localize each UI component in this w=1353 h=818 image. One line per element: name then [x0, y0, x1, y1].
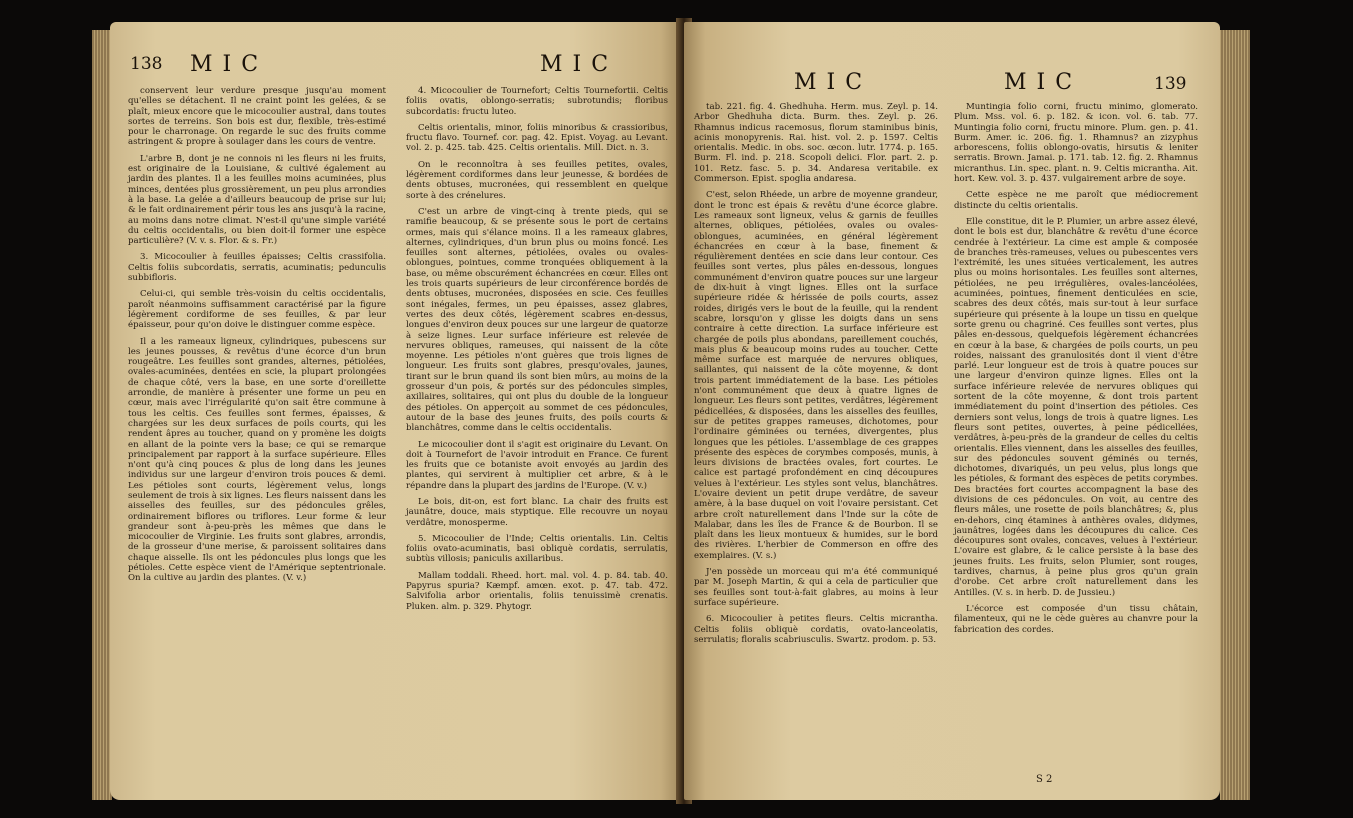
paragraph: C'est un arbre de vingt-cinq à trente pieds, qui se ramifie beaucoup, & se présente sous le port de certains ormes, mais qui s'élance moins. Il a les rameaux glabres, alternes, cylindriques, d'un brun plus ou moins foncé. Les feuilles sont alternes, pétiolées, ovales ou ovales-oblongues, pointues, comme tronquées obliquement à la base, ou même obscurément échancrées en cœur. Elles ont les trois quarts supérieurs de leur circonférence bordés de dents obtuses, mucronées, disposées en scie. Ces feuilles sont inégales, fermes, un peu épaisses, assez glabres, vertes des deux côtés, légèrement scabres en-dessus, longues d'environ deux pouces sur une largeur de quatorze à seize lignes. Leur surface inférieure est relevée de nervures obliques, rameuses, qui naissent de la côte moyenne. Les pétioles n'ont guères que trois lignes de longueur. Les fruits sont glabres, presqu'ovales, jaunes, tirant sur le brun quand ils sont bien mûrs, au moins de la grosseur d'un pois, & portés sur des pédoncules simples, axillaires, solitaires, qui ont plus du double de la longueur des pétioles. On apperçoit au sommet de ces pédoncules, autour de la base des jeunes fruits, des poils courts & blanchâtres, comme dans le celtis occidentalis.: [406, 206, 668, 434]
paragraph: Cette espèce ne me paroît que médiocrement distincte du celtis orientalis.: [954, 190, 1198, 211]
running-head-left-2: MIC: [540, 52, 619, 77]
right-page: [684, 22, 1220, 800]
paragraph: Elle constitue, dit le P. Plumier, un arbre assez élevé, dont le bois est dur, blanchâtre & revêtu d'une écorce cendrée à l'extérieur. La cime est ample & composée de branches très-rameuses, velues ou pubescentes vers l'extrémité, les unes situées verticalement, les autres plus ou moins horisontales. Les feuilles sont alternes, pétiolées, ne peu irrégulières, ovales-lancéolées, acuminées, pointues, finement denticulées en scie, scabres des deux côtés, mais sur-tout à leur surface supérieure qui présente à la loupe un tissu en quelque sorte grenu ou chagriné. Ces feuilles sont vertes, plus pâles en-dessous, quelquefois légèrement échancrées en cœur à la base, & chargées de poils courts, un peu roides, naissant des granulosités dont il vient d'être parlé. Leur longueur est de trois à quatre pouces sur une largeur d'environ quinze lignes. Elles ont la surface inférieure relevée de nervures obliques qui sortent de la côte moyenne, & dont trois partent immédiatement du point d'insertion des pétioles. Ces derniers sont velus, longs de trois à quatre lignes. Les fleurs sont petites, ouvertes, à peine pédicellées, verdâtres, à-peu-près de la grandeur de celles du celtis orientalis. Elles viennent, dans les aisselles des feuilles, sur des pédoncules souvent géminés ou ternés, dichotomes, divariqués, un peu velus, plus longs que les pétioles, & formant des espèces de petits corymbes. Des bractées fort courtes accompagnent la base des divisions de ces pédoncules. On voit, au centre des fleurs mâles, une rosette de poils blanchâtres; &, plus en-dehors, cinq étamines à anthères ovales, didymes, jaunâtres, logées dans les découpures du calice. Ces découpures sont ovales, concaves, velues à l'extérieur. L'ovaire est glabre, & le calice persiste à la base des jeunes fruits. Les fruits, selon Plumier, sont rouges, tardives, charnus, à peine plus gros qu'un grain d'orobe. Cet arbre croît naturellement dans les Antilles. (V. s. in herb. D. de Jussieu.): [954, 216, 1198, 598]
paragraph: On le reconnoîtra à ses feuilles petites, ovales, légèrement cordiformes dans leur jeunesse, & bordées de dents obtuses, mucronées, qui ressemblent en quelque sorte à des crénelures.: [406, 159, 668, 201]
running-head-right-1: MIC: [794, 70, 873, 95]
paragraph: L'arbre B, dont je ne connois ni les fleurs ni les fruits, est originaire de la Louisiane, & cultivé également au jardin des plantes. Il a les feuilles moins acuminées, plus minces, dentées plus grossièrement, un peu plus arrondies à la base. La gelée a d'ailleurs beaucoup de prise sur lui; & le fait ordinairement périr tous les ans jusqu'à la racine, au moins dans notre climat. N'est-il qu'une simple variété du celtis occidentalis, ou bien doit-il former une espèce particulière? (V. v. s. Flor. & s. Fr.): [128, 153, 386, 247]
right-page-column-1: [694, 102, 938, 651]
left-page-column-2: [406, 86, 668, 618]
paragraph: Il a les rameaux ligneux, cylindriques, pubescens sur les jeunes pousses, & revêtus d'une écorce d'un brun rougeâtre. Les feuilles sont grandes, alternes, pétiolées, ovales-acuminées, dentées en scie, la plupart prolongées de chaque côté, vers la base, en une sorte d'oreillette arrondie, de manière à présenter une forme un peu en cœur, mais avec l'irrégularité qu'on sait être commune à tous les celtis. Ces feuilles sont fermes, épaisses, & chargées sur les deux surfaces de poils courts, qui les rendent âpres au toucher, quand on y promène les doigts en allant de la pointe vers la base; ce qui se remarque principalement par rapport à la surface supérieure. Elles n'ont qu'à cinq pouces & plus de long dans les jeunes individus sur une largeur d'environ trois pouces & demi. Les pétioles sont courts, légèrement velus, longs seulement de trois à six lignes. Les fleurs naissent dans les aisselles des feuilles, sur des pédoncules grêles, ordinairement biflores ou triflores. Leur forme & leur grandeur sont à-peu-près les mêmes que dans le micocoulier de Virginie. Les fruits sont glabres, arrondis, de la grosseur d'une merise, & paroissent solitaires dans chaque aisselle. Ils ont les pédoncules plus longs que les pétioles. Cette espèce vient de l'Amérique septentrionale. On la cultive au jardin des plantes. (V. v.): [128, 336, 386, 584]
right-page-column-2: [954, 102, 1198, 641]
paragraph: L'écorce est composée d'un tissu châtain, filamenteux, qui ne le cède guères au chanvre pour la fabrication des cordes.: [954, 603, 1198, 635]
paragraph: Muntingia folio corni, fructu minimo, glomerato. Plum. Mss. vol. 6. p. 182. & icon. vol. 6. tab. 77. Muntingia folio corni, fructu minore. Plum. gen. p. 41. Burm. Amer. ic. 206. fig. 1. Rhamnus? an zizyphus arborescens, foliis oblongo-ovatis, hirsutis & leniter serratis. Brown. Jamai. p. 171. tab. 12. fig. 2. Rhamnus micranthus. Lin. spec. plant. n. 9. Celtis micrantha. Ait. hort. Kew. vol. 3. p. 437. vulgairement arbre de soye.: [954, 102, 1198, 185]
paragraph: 3. Micocoulier à feuilles épaisses; Celtis crassifolia. Celtis foliis subcordatis, serratis, acuminatis; pedunculis subbifloris.: [128, 252, 386, 284]
paragraph: tab. 221. fig. 4. Ghedhuha. Herm. mus. Zeyl. p. 14. Arbor Ghedhuha dicta. Burm. thes. Zeyl. p. 26. Rhamnus indicus racemosus, florum staminibus binis, acinis monopyrenis. Rai. hist. vol. 2. p. 1597. Celtis orientalis. Medic. in obs. soc. œcon. lutr. 1774. p. 165. Burm. Fl. ind. p. 218. Scopoli delici. Flor. part. 2. p. 101. Retz. fasc. 5. p. 34. Andaresa veritabile. ex Commerson. Epist. spoglia andaresa.: [694, 102, 938, 185]
paragraph: Le micocoulier dont il s'agit est originaire du Levant. On doit à Tournefort de l'avoir introduit en France. Ce furent les fruits que ce botaniste avoit envoyés au jardin des plantes, qui servirent à multiplier cet arbre, & à le répandre dans la plupart des jardins de l'Europe. (V. v.): [406, 439, 668, 491]
page-number-right: 139: [1154, 74, 1187, 94]
paragraph: Celtis orientalis, minor, foliis minoribus & crassioribus, fructu flavo. Tournef. cor. pag. 42. Epist. Voyag. au Levant. vol. 2. p. 425. tab. 425. Celtis orientalis. Mill. Dict. n. 3.: [406, 122, 668, 154]
paragraph: J'en possède un morceau qui m'a été communiqué par M. Joseph Martin, & qui a cela de particulier que ses feuilles sont tout-à-fait glabres, au moins à leur surface supérieure.: [694, 567, 938, 608]
paragraph: C'est, selon Rhéede, un arbre de moyenne grandeur, dont le tronc est épais & revêtu d'une écorce glabre. Les rameaux sont ligneux, velus & garnis de feuilles alternes, obliques, pétiolées, ovales ou ovales-oblongues, acuminées, en général légèrement échancrées en cœur à la base, finement & régulièrement dentées en scie dans leur contour. Ces feuilles sont vertes, plus pâles en-dessous, longues communément d'environ quatre pouces sur une largeur de dix-huit à vingt lignes. Elles ont la surface supérieure ridée & hérissée de poils courts, assez roides, dirigés vers le bout de la feuille, qui la rendent scabre, lorsqu'on y glisse les doigts dans un sens contraire à cette direction. La surface inférieure est chargée de poils plus abondans, pareillement couchés, mais plus & beaucoup moins rudes au toucher. Cette même surface est marquée de nervures obliques, saillantes, qui naissent de la côte moyenne, & dont trois partent immédiatement de la base. Les pétioles n'ont communément que deux à quatre lignes de longueur. Les fleurs sont petites, verdâtres, légèrement pédicellées, & disposées, dans les aisselles des feuilles, sur de petites grappes rameuses, dichotomes, pour l'ordinaire géminées ou ternées, divergentes, plus longues que les pétioles. L'assemblage de ces grappes présente des espèces de corymbes composés, munis, à leurs divisions de bractées ovales, fort courtes. Le calice est partagé profondément en cinq découpures velues à l'extérieur. Les styles sont velus, blanchâtres. L'ovaire devient un petit drupe verdâtre, de saveur amère, à la base duquel on voit l'ovaire persistant. Cet arbre croît naturellement dans l'Inde sur la côte de Malabar, dans les îles de France & de Bourbon. Il se plaît dans les lieux montueux & humides, sur le bord des rivières. L'herbier de Commerson en offre des exemplaires. (V. s.): [694, 190, 938, 561]
running-head-left-1: MIC: [190, 52, 269, 77]
paragraph: 5. Micocoulier de l'Inde; Celtis orientalis. Lin. Celtis foliis ovato-acuminatis, basi obliquè cordatis, serrulatis, subtùs villosis; paniculis axillaribus.: [406, 533, 668, 565]
signature-mark: S 2: [1036, 774, 1053, 785]
paragraph: Mallam toddali. Rheed. hort. mal. vol. 4. p. 84. tab. 40. Papyrus spuria? Kæmpf. amœn. exot. p. 47. tab. 472. Salvifolia arbor orientalis, foliis tenuissimè crenatis. Pluken. alm. p. 329. Phytogr.: [406, 570, 668, 612]
right-page-edges: [1220, 30, 1250, 800]
page-number-left: 138: [130, 54, 163, 74]
paragraph: 6. Micocoulier à petites fleurs. Celtis micrantha. Celtis foliis obliquè cordatis, ovato-lanceolatis, serrulatis; floralis scabriusculis. Swartz. prodom. p. 53.: [694, 614, 938, 645]
left-page: [110, 22, 684, 800]
paragraph: Le bois, dit-on, est fort blanc. La chair des fruits est jaunâtre, douce, mais styptique. Elle recouvre un noyau verdâtre, monosperme.: [406, 496, 668, 528]
left-page-edges: [92, 30, 112, 800]
left-page-column-1: [128, 86, 386, 590]
paragraph: conservent leur verdure presque jusqu'au moment qu'elles se détachent. Il ne craint point les gelées, & se plaît, mieux encore que le micocoulier austral, dans toutes sortes de terreins. Son bois est dur, flexible, très-estimé pour le charronage. On regarde le suc des fruits comme astringent & propre à soulager dans les cours de ventre.: [128, 86, 386, 148]
paragraph: 4. Micocoulier de Tournefort; Celtis Tournefortii. Celtis foliis ovatis, oblongo-serratis; subrotundis; floribus subcordatis: fructu luteo.: [406, 86, 668, 117]
running-head-right-2: MIC: [1004, 70, 1083, 95]
paragraph: Celui-ci, qui semble très-voisin du celtis occidentalis, paroît néanmoins suffisamment caractérisé par la figure légèrement cordiforme de ses feuilles, & par leur épaisseur, pour qu'on doive le distinguer comme espèce.: [128, 289, 386, 331]
